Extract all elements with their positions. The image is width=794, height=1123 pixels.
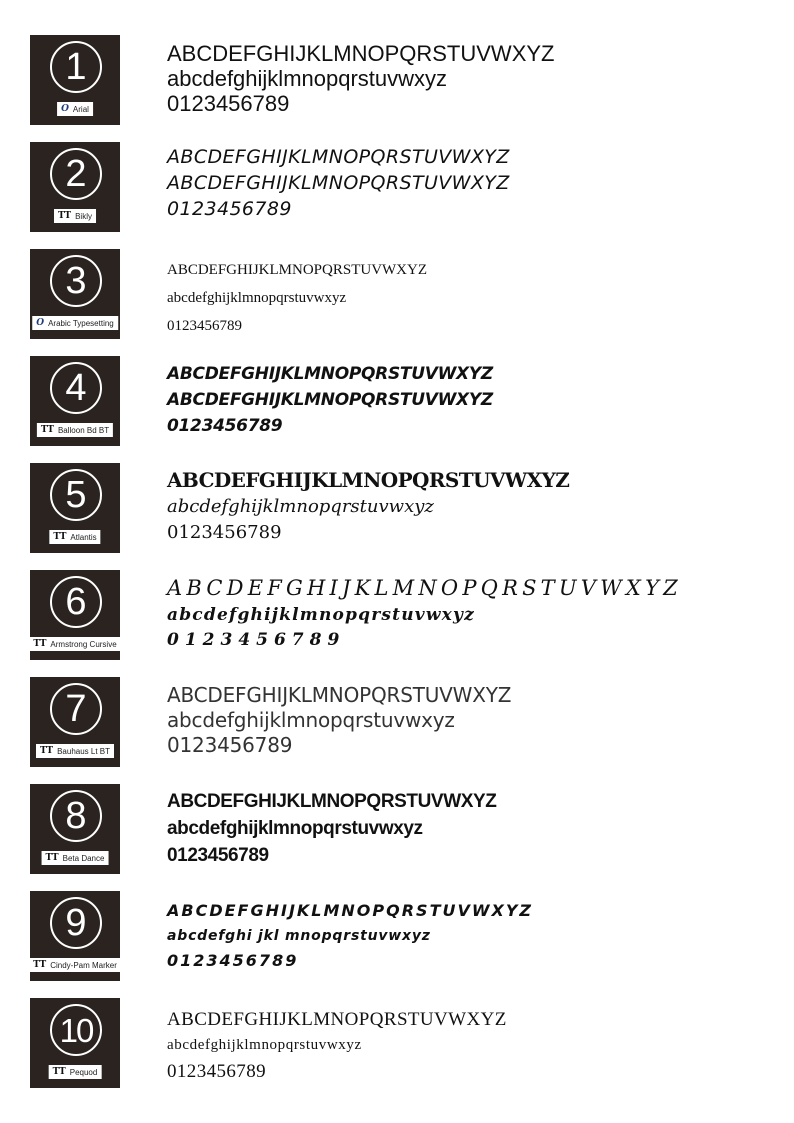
font-sample-text	[167, 792, 787, 865]
uppercase-sample: ABCDEFGHIJKLMNOPQRSTUVWXYZ	[167, 901, 534, 920]
font-name: Balloon Bd BT	[57, 425, 110, 435]
font-badge	[30, 142, 120, 232]
font-badge	[30, 35, 120, 125]
font-badge	[30, 998, 120, 1088]
font-sample-text	[167, 1010, 787, 1081]
font-sample-row-5	[30, 463, 790, 555]
lowercase-sample: abcdefghijklmnopqrstuvwxyz	[167, 818, 423, 839]
font-sample-text	[167, 366, 787, 435]
uppercase-sample: ABCDEFGHIJKLMNOPQRSTUVWXYZ	[167, 146, 510, 168]
font-name-tag	[49, 530, 100, 544]
font-name-tag	[57, 102, 93, 116]
font-sample-row-9	[30, 891, 790, 983]
font-sample-text	[167, 903, 787, 969]
font-name-tag	[32, 316, 118, 330]
font-name: Armstrong Cursive	[50, 639, 117, 649]
font-number: 2	[50, 148, 102, 200]
lowercase-sample: abcdefghijklmnopqrstuvwxyz	[167, 708, 455, 732]
font-sample-text	[167, 148, 787, 219]
lowercase-sample: abcdefghijklmnopqrstuvwxyz	[167, 1037, 362, 1053]
font-name-tag	[36, 744, 114, 758]
font-number: 7	[50, 683, 102, 735]
font-name: Arabic Typesetting	[48, 318, 114, 328]
font-name: Beta Dance	[62, 853, 105, 863]
uppercase-sample: ABCDEFGHIJKLMNOPQRSTUVWXYZ	[167, 791, 497, 812]
font-number: 8	[50, 790, 102, 842]
font-name: Arial	[72, 104, 89, 114]
uppercase-sample-alt: ABCDEFGHIJKLMNOPQRSTUVWXYZ	[167, 390, 493, 410]
truetype-font-icon: TT	[58, 211, 72, 221]
font-sample-row-7	[30, 677, 790, 769]
digits-sample: 0123456789	[167, 318, 242, 334]
font-name-tag	[42, 851, 109, 865]
font-name: Bauhaus Lt BT	[57, 746, 110, 756]
font-badge	[30, 463, 120, 553]
font-number: 3	[50, 255, 102, 307]
truetype-font-icon: TT	[52, 1067, 66, 1077]
uppercase-sample: ABCDEFGHIJKLMNOPQRSTUVWXYZ	[167, 41, 555, 66]
digits-sample: 0123456789	[167, 951, 299, 970]
digits-sample: 0123456789	[167, 845, 269, 866]
font-sample-text	[167, 263, 787, 334]
font-sample-text	[167, 685, 787, 755]
uppercase-sample: ABCDEFGHIJKLMNOPQRSTUVWXYZ	[167, 262, 428, 278]
digits-sample: 0123456789	[167, 416, 283, 436]
truetype-font-icon: TT	[53, 532, 67, 542]
opentype-font-icon: O	[61, 104, 69, 114]
digits-sample: 0123456789	[167, 1061, 266, 1082]
lowercase-sample: abcdefghijklmnopqrstuvwxyz	[167, 290, 347, 306]
font-number: 10	[50, 1004, 102, 1056]
font-name-tag	[54, 209, 96, 223]
font-sample-text	[167, 43, 787, 115]
font-name-tag	[49, 1065, 102, 1079]
opentype-font-icon: O	[36, 318, 45, 328]
font-name: Pequod	[69, 1067, 98, 1077]
truetype-font-icon: TT	[40, 425, 54, 435]
uppercase-sample: ABCDEFGHIJKLMNOPQRSTUVWXYZ	[167, 683, 512, 707]
lowercase-sample: abcdefghi jkl mnopqrstuvwxyz	[167, 928, 431, 944]
font-sample-row-3	[30, 249, 790, 341]
lowercase-sample: abcdefghijklmnopqrstuvwxyz	[167, 605, 475, 625]
font-number: 9	[50, 897, 102, 949]
digits-sample: 0123456789	[167, 91, 290, 116]
font-sample-row-6	[30, 570, 790, 662]
font-sample-row-10	[30, 998, 790, 1090]
digits-sample: 0123456789	[167, 630, 346, 650]
lowercase-sample: abcdefghijklmnopqrstuvwxyz	[167, 496, 434, 517]
font-name: Bikly	[75, 211, 92, 221]
font-badge	[30, 891, 120, 981]
font-name-tag	[37, 423, 113, 437]
font-sample-text	[167, 578, 787, 649]
truetype-font-icon: TT	[40, 746, 54, 756]
lowercase-sample: abcdefghijklmnopqrstuvwxyz	[167, 66, 448, 91]
font-badge	[30, 356, 120, 446]
font-name: Atlantis	[70, 532, 97, 542]
digits-sample: 0123456789	[167, 522, 282, 543]
font-number: 1	[50, 41, 102, 93]
truetype-font-icon: TT	[33, 960, 47, 970]
font-name-tag	[29, 958, 121, 972]
uppercase-sample-alt: ABCDEFGHIJKLMNOPQRSTUVWXYZ	[167, 172, 510, 194]
digits-sample: 0123456789	[167, 733, 293, 757]
uppercase-sample: ABCDEFGHIJKLMNOPQRSTUVWXYZ	[167, 1009, 507, 1030]
truetype-font-icon: TT	[33, 639, 47, 649]
uppercase-sample: ABCDEFGHIJKLMNOPQRSTUVWXYZ	[167, 364, 493, 384]
font-number: 4	[50, 362, 102, 414]
font-name: Cindy-Pam Marker	[50, 960, 117, 970]
font-badge	[30, 570, 120, 660]
font-badge	[30, 784, 120, 874]
font-name-tag	[29, 637, 120, 651]
digits-sample: 0123456789	[167, 198, 292, 220]
uppercase-sample: ABCDEFGHIJKLMNOPQRSTUVWXYZ	[167, 576, 682, 600]
font-number: 6	[50, 576, 102, 628]
uppercase-sample: ABCDEFGHIJKLMNOPQRSTUVWXYZ	[167, 468, 570, 492]
font-sample-row-2	[30, 142, 790, 234]
font-number: 5	[50, 469, 102, 521]
font-badge	[30, 249, 120, 339]
font-sample-text	[167, 470, 787, 542]
font-badge	[30, 677, 120, 767]
font-sample-row-4	[30, 356, 790, 448]
font-sample-row-1	[30, 35, 790, 127]
truetype-font-icon: TT	[45, 853, 59, 863]
font-sample-row-8	[30, 784, 790, 876]
